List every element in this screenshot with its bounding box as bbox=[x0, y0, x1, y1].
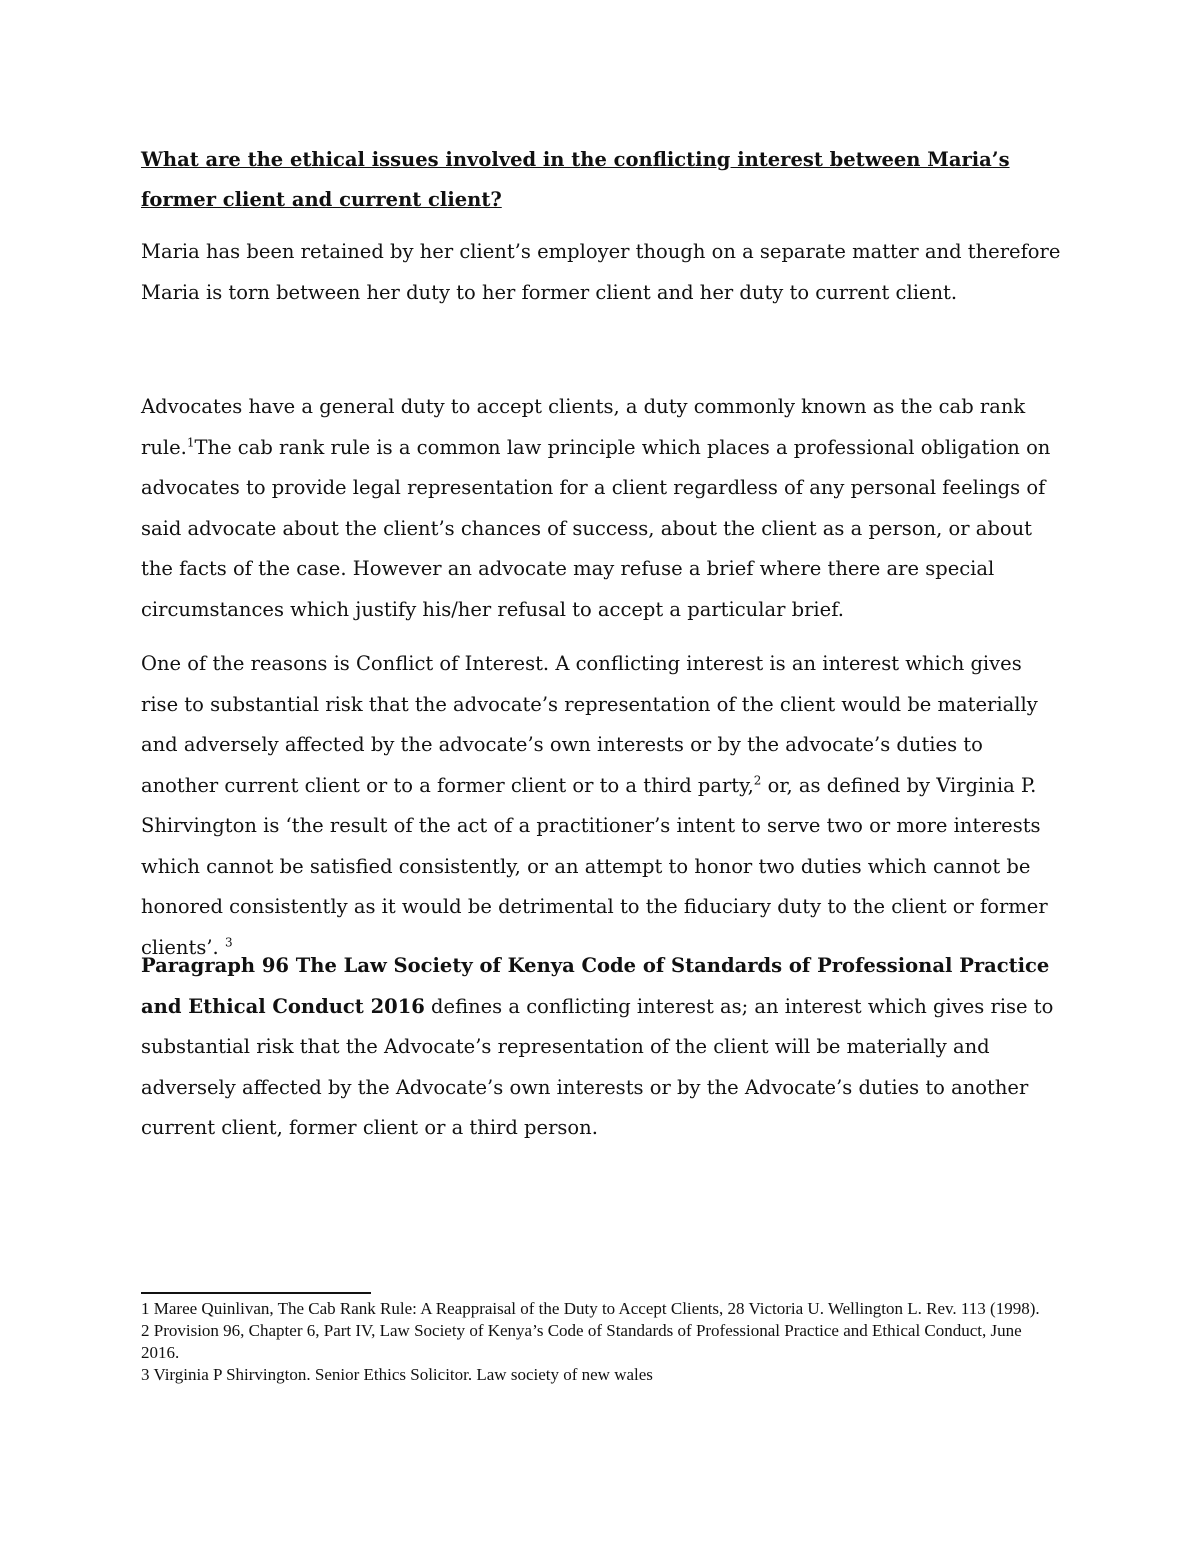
paragraph-intro: Maria has been retained by her client’s employer though on a separate matter and therefore Maria is torn between her duty to her former client and her duty to current client. bbox=[141, 240, 1061, 304]
cab-rank-text-b: The cab rank rule is a common law principle which places a professional obligation on advocates to provide legal representation for a client regardless of any personal feelings of said advocate about the client’s chances of success, about the client as a person, or about the facts of the case. However an advocate may refuse a brief where there are special circumstances which justify his/her refusal to accept a particular brief. bbox=[141, 435, 1051, 621]
footnote-2: 2 Provision 96, Chapter 6, Part IV, Law Society of Kenya’s Code of Standards of Professional Practice and Ethical Conduct, June 2016. bbox=[141, 1321, 1022, 1362]
question-heading: What are the ethical issues involved in the conflicting interest between Maria’s former client and current client? bbox=[141, 148, 1010, 211]
footnotes bbox=[141, 1298, 1061, 1386]
lsk-code-text: defines a conflicting interest as; an interest which gives rise to substantial risk that the Advocate’s representation of the client will be materially and adversely affected by the Advocate’s own interests or by the Advocate’s duties to another current client, former client or a third person. bbox=[141, 994, 1054, 1139]
conflict-text-a: One of the reasons is Conflict of Interest. A conflicting interest is an interest which gives rise to substantial risk that the advocate’s representation of the client would be materially and adversely affected by the advocate’s own interests or by the advocate’s duties to another current client or to a former client or to a third party, bbox=[141, 652, 1038, 797]
footnote-ref-1[interactable]: 1 bbox=[186, 435, 195, 449]
paragraph-lsk-code bbox=[141, 946, 1061, 1149]
footnote-ref-2[interactable]: 2 bbox=[753, 773, 762, 787]
lsk-code-title: Paragraph 96 The Law Society of Kenya Code of Standards of Professional Practice and Ethical Conduct 2016 bbox=[141, 954, 1050, 1018]
conflict-text-b: or, as defined by Virginia P. Shirvington is ‘the result of the act of a practitioner’s intent to serve two or more interests which cannot be satisfied consistently, or an attempt to honor two duties which cannot be honored consistently as it would be detrimental to the fiduciary duty to the client or former clients’. bbox=[141, 773, 1048, 959]
footnote-separator bbox=[141, 1292, 371, 1294]
footnote-3: 3 Virginia P Shirvington. Senior Ethics Solicitor. Law society of new wales bbox=[141, 1365, 653, 1384]
paragraph-conflict-of-interest bbox=[141, 644, 1061, 968]
cab-rank-text-a: Advocates have a general duty to accept clients, a duty commonly known as the cab rank rule. bbox=[141, 395, 1026, 459]
paragraph-cab-rank-rule bbox=[141, 387, 1061, 630]
footnote-ref-3[interactable]: 3 bbox=[224, 935, 233, 949]
footnote-1: 1 Maree Quinlivan, The Cab Rank Rule: A Reappraisal of the Duty to Accept Clients, 28 Victoria U. Wellington L. Rev. 113 (1998). bbox=[141, 1299, 1040, 1318]
